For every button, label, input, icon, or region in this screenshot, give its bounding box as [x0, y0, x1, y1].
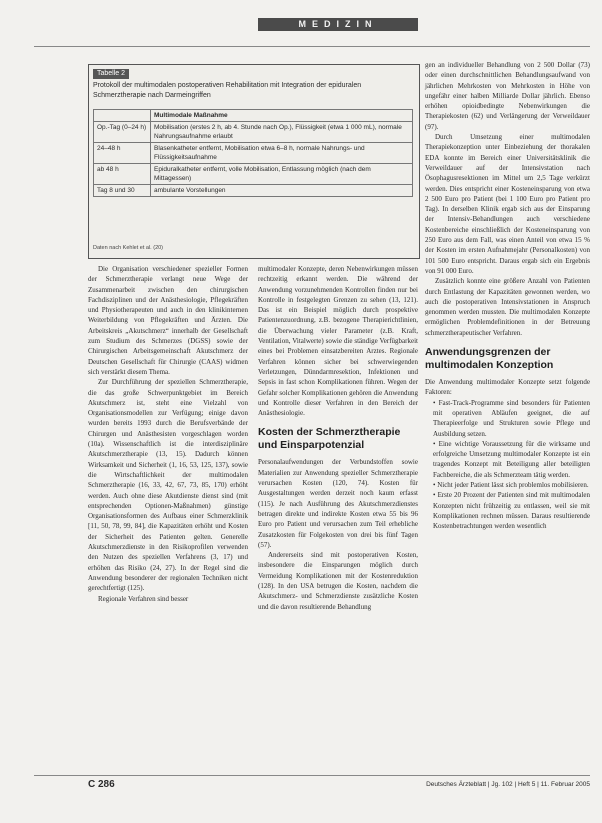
right-column-top — [425, 60, 590, 531]
table-row — [94, 164, 413, 185]
table-cell: Tag 8 und 30 — [94, 185, 151, 197]
table-cell: Mobilisation (erstes 2 h, ab 4. Stunde nach Op.), Flüssigkeit (etwa 1 000 mL), normale Nahrungsaufnahme erlaubt — [151, 122, 413, 143]
table-header-row — [94, 110, 413, 122]
table-header-cell — [94, 110, 151, 122]
table-cell: Epiduralkatheter entfernt, volle Mobilisation, Entlassung möglich (nach dem Mittagessen) — [151, 164, 413, 185]
table-source: Daten nach Kehlet et al. (20) — [93, 245, 164, 251]
table-box — [88, 64, 420, 259]
paragraph: Durch Umsetzung einer multimodalen Therapiekonzeption unter Einbeziehung der thorakalen EDA konnte im Bereich einer Universitätsklinik die Verweildauer auf der Intensivstation nach Ösophagusresektionen im Mittel um 2,5 Tage verkürzt werden. Dies entspricht einer Kosteneinsparung von etwa 2 500 Euro pro Patient (bei 1 100 Euro pro Patient pro Tag). In derselben Klinik ergab sich aus der Einsparung der Intensiv-Behandlungen auch verschiedene Kostenbereiche einschließlich der Kosteneinsparung von 250 Euro aus dem Fall, was einen Anteil von etwa 15 % der Kosten im ersten Aufnahmejahr (Personalkosten) von 101 500 Euro entspricht. Daraus ergab sich ein Ergebnis von 91 000 Euro. — [425, 133, 590, 275]
table-cell: 24–48 h — [94, 143, 151, 164]
footer-divider — [34, 775, 590, 776]
bullet-item: • Nicht jeder Patient lässt sich problemlos mobilisieren. — [433, 480, 589, 489]
top-divider — [34, 46, 590, 47]
paragraph: gen an individueller Behandlung von 2 500 Dollar (73) oder einen durchschnittlichen Behandlungsaufwand von jährlichen Mehrkosten von Mehrkosten in Höhe von ungefähr einer halben Milliarde Dollar jährlich. Ebenso erhöhen opioidbedingte Nebenwirkungen die Therapiekosten (62) und Verlängerung der Verweildauer (97). — [425, 61, 590, 131]
table-cell: ab 48 h — [94, 164, 151, 185]
rehab-table — [93, 109, 413, 197]
section-header: MEDIZIN — [258, 18, 418, 31]
journal-citation: Deutsches Ärzteblatt | Jg. 102 | Heft 5 | 11. Februar 2005 — [426, 781, 590, 788]
bullet-item: • Erste 20 Prozent der Patienten sind mit multimodalen Konzepten nicht frühzeitig zu entlassen, weil sie mit Komplikationen rechnen müssen. Daraus resultierende Kostenbetrachtungen werden wesentlich — [433, 491, 590, 531]
paragraph: Personalaufwendungen der Verbundstoffen sowie Materialien zur Anwendung spezieller Schmerztherapie verursachen Kosten (120, 74). Kosten für Ausgestaltungen werden derzeit noch kaum erfasst (115). Je nach Ausführung des Akutschmerzdienstes betragen direkte und indirekte Kosten etwa 55 bis 96 Euro pro Patient und verursachen zum Teil erhebliche Zusatzkosten für Folgekosten von drei bis fünf Tagen (57). — [258, 458, 418, 549]
middle-column — [258, 264, 418, 612]
table-title: Protokoll der multimodalen postoperativen Rehabilitation mit Integration der epiduralen Schmerztherapie nach Darmeingriffen — [93, 82, 362, 99]
bullet-item: • Eine wichtige Voraussetzung für die wirksame und erfolgreiche Umsetzung multimodaler Konzepte ist ein tragendes Konzept mit Beteiligung aller beteiligten Fachbereiche, die als Schmerzteam tätig werden. — [433, 439, 590, 479]
section-heading: Anwendungsgrenzen der multimodalen Konzeption — [425, 346, 554, 371]
paragraph: Die Organisation verschiedener spezieller Formen der Schmerztherapie verlangt neue Wege der Zusammenarbeit zwischen den chirurgischen Fachdisziplinen und der Anästhesiologie, Pflegekräften und Physiotherapeuten und auch in den klinikinternen Weiterbildung von Pflegekräften und Ärzten. Die Arbeitskreis „Akutschmerz“ innerhalb der Gesellschaft zum Studium des Schmerzes (DGSS) sowie der Chirurgischen Arbeitsgemeinschaft Akutschmerz der Deutschen Gesellschaft für Chirurgie (CAAS) widmen sich verstärkt diesem Thema. — [88, 265, 248, 376]
paragraph: Zusätzlich konnte eine größere Anzahl von Patienten durch Entlastung der Kapazitäten gewonnen werden, wo auch die postoperativen Intensivstationen in Anspruch genommen werden mussten. Die multimodalen Konzepte ermöglichen Problemdefinitionen in der Betreuung schmerztherapeutischer Verfahren. — [425, 277, 590, 337]
paragraph: Regionale Verfahren sind besser — [98, 594, 189, 603]
table-cell: Op.-Tag (0–24 h) — [94, 122, 151, 143]
paragraph: multimodaler Konzepte, deren Nebenwirkungen müssen rechtzeitig erkannt werden. Die während der Anwendung vorzunehmenden Kontrollen finden nur bei Kontrolle in festgelegten Grenzen zu sehen (13, 121). Das ist ein Beispiel möglich durch prospektive Patientenzuordnung, z.B. bezogene Therapierichtlinien, die Überwachung vieler Parameter (z.B. Kraft, Ventilation, Vitalwerte) sowie die ständige Verfügbarkeit eines bei Problemen einsatzbereiten Arztes. Regionale Verfahren können sicher bei schwerwiegenden Verletzungen, Dünndarmresektion, Infektionen und Sepsis in fast schon Komplikationen führen. Wegen der Gefahr solcher Komplikationen gehören die Anwendung und Kontrolle dieser Verfahren in den Bereich der Anästhesiologie. — [258, 265, 418, 418]
table-cell: ambulante Vorstellungen — [151, 185, 413, 197]
section-heading: Kosten der Schmerztherapie und Einsparpotenzial — [258, 426, 401, 451]
paragraph: Andererseits sind mit postoperativen Kosten, insbesondere die Einsparungen möglich durch Vermeidung Komplikationen mit der Kostenreduktion (128). In den USA betrugen die Kosten, nachdem die Akutschmerz- und Schmerzdienste zusätzliche Kosten und die davon resultierende Behandlung — [258, 551, 418, 611]
table-row — [94, 122, 413, 143]
left-column — [88, 264, 248, 604]
page-number: C 286 — [88, 779, 115, 790]
paragraph: Die Anwendung multimodaler Konzepte setzt folgende Faktoren: — [425, 378, 590, 397]
table-label: Tabelle 2 — [93, 69, 129, 79]
table-row — [94, 143, 413, 164]
bullet-item: • Fast-Track-Programme sind besonders für Patienten mit operativen Abläufen geeignet, die auf Therapieerfolge und Strukturen sowie Pflege und Ausbildung setzen. — [433, 398, 590, 438]
table-header-cell: Multimodale Maßnahme — [151, 110, 413, 122]
table-cell: Blasenkatheter entfernt, Mobilisation etwa 6–8 h, normale Nahrungs- und Flüssigkeitsaufnahme — [151, 143, 413, 164]
paragraph: Zur Durchführung der speziellen Schmerztherapie, die das große Schwerpunktgebiet im Bereich Akutschmerz ist, steht eine Vielzahl von Organisationsmodellen zur Verfügung; einige davon wurden bereits 1993 durch die Berufsverbände der Chirurgen und Anästhesisten vorgeschlagen worden (10a). Wissenschaftlich ist die interdisziplinäre Akutschmerztherapie (13, 15). Dadurch können Wirksamkeit und Sicherheit (1, 16, 53, 125, 137), sowie die Wirtschaftlichkeit der multimodalen Schmerztherapie (16, 33, 42, 67, 73, 85, 170) erhöht werden. Auch ohne diese Akutdienste dienst sind (mit entsprechenden Optionen-Maßnahmen) günstige Organisationsformen des Aufbaus einer Schmerzklinik [11, 50, 78, 99, 84], die Kapazitäten erhöht und Kosten der Sicherheit des Patienten gelten. Generelle Akutschmerzdienste in den Risikoprofilen verwenden den Nutzen des speziellen Verfahrens (3, 17) und erhöhen das Risiko (24, 27). In der Regel sind die Anwendung besonderer der regionalen Techniken nicht gerechtfertigt (125). — [88, 378, 248, 593]
table-row — [94, 185, 413, 197]
